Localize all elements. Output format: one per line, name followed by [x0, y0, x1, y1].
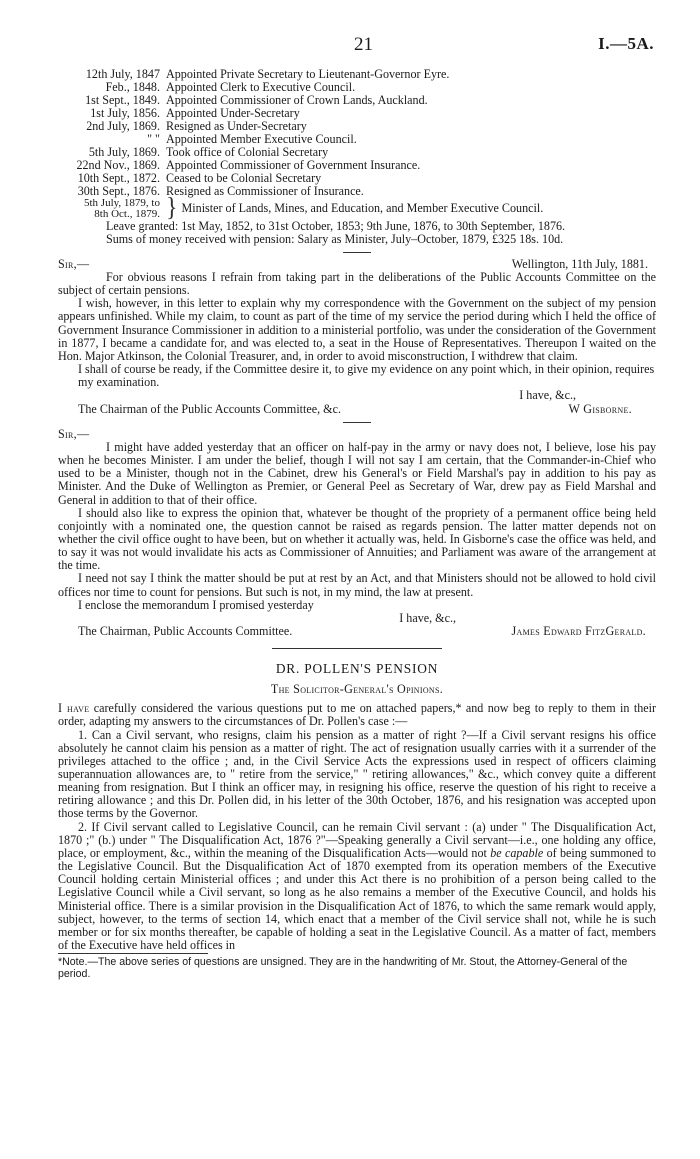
paper-reference: I.—5A. — [598, 34, 654, 53]
career-event: Resigned as Under-Secretary — [166, 118, 307, 133]
career-date-range — [58, 198, 166, 220]
career-event: Ceased to be Colonial Secretary — [166, 170, 322, 185]
career-entry — [58, 193, 656, 223]
footnote-rule — [58, 953, 208, 954]
letter1-para: I shall of course be ready, if the Committee desire it, to give my evidence on any point which, in their opinion, requires my examination. — [78, 362, 655, 390]
career-date: 1st July, 1856. — [90, 105, 160, 120]
career-event: Appointed Under-Secretary — [166, 105, 300, 120]
letter1-para: For obvious reasons I refrain from taking part in the deliberations of the Public Accounts Committee on the subject of certain pensions. — [58, 270, 656, 298]
section-subtitle: The Solicitor-General's Opinions. — [270, 682, 444, 697]
leave-granted: Leave granted: 1st May, 1852, to 31st October, 1853; 9th June, 1876, to 30th September, 1876. — [106, 218, 566, 233]
intro-lead: I have — [58, 701, 90, 716]
career-event: Appointed Member Executive Council. — [166, 131, 357, 146]
salutation: Sir,— — [58, 256, 90, 271]
career-record — [58, 67, 656, 223]
q2-text: of being summoned to the Legislative Council. But the Disqualification Act of 1870 exempted from its operation members of the Executive Council holding certain Ministerial offices ; and under this Act there is no prohibition of a person being called to the Legislative Council while a Civil servant, so long as he also remains a member of the Executive Council, and holds his Ministerial office. There is a similar provision in the Disqualification Act of 1876, to which the same remark would apply, subject, however, to the terms of section 14, which enact that a member of the Civil service shall not, while he is such member or for six months thereafter, be capable of holding a seat in the Legislative Council. As a matter of fact, members of the Executive have held offices in — [58, 845, 656, 953]
letter1-para-closing — [58, 363, 656, 389]
sums-received: Sums of money received with pension: Salary as Minister, July–October, 1879, £325 18s. 10d. — [106, 231, 564, 246]
place-date: Wellington, 11th July, 1881. — [511, 256, 648, 271]
brace-icon: } — [166, 193, 178, 223]
letter1-para: I wish, however, in this letter to explain why my correspondence with the Government on the subject of my pension appears unfinished. While my claim, to count as part of the time of my service the period during which I held the office of Government Insurance Commissioner in addition to a ministerial portfolio, was under the consideration of the Government in 1877, I became a candidate for, and was elected to, a seat in the House of Representatives. Thereupon I waited on the Hon. Major Atkinson, the Colonial Treasurer, and, in order to avoid misconstruction, I withdrew that claim. — [58, 296, 656, 363]
career-entry — [58, 68, 656, 81]
signature: James Edward FitzGerald. — [511, 624, 646, 639]
career-entry — [58, 172, 656, 185]
career-date: 12th July, 1847 — [85, 67, 160, 81]
section-intro — [58, 702, 656, 728]
career-date: Feb., 1848. — [105, 79, 160, 94]
question-2 — [58, 821, 656, 953]
letter2-para: I should also like to express the opinion that, whatever be thought of the propriety of a permanent office being held conjointly with a nominated one, the question cannot be raised as regards pension. The latter matter depends not on whether the civil office ought to have been, but on whether it actually was, held. In Gisborne's case the office was held, and to say it was not would invalidate his acts as Commissioner of Annuities; and Parliament was aware of the arrangement at the time. — [58, 505, 656, 573]
letter1-signature-row — [58, 403, 656, 416]
page-number: 21 — [354, 34, 373, 55]
career-date: 5th July, 1869. — [88, 144, 160, 159]
career-event: Minister of Lands, Mines, and Education, and Member Executive Council. — [181, 201, 544, 216]
career-entry — [58, 159, 656, 172]
divider — [343, 422, 371, 423]
career-date-to: 8th Oct., 1879. — [94, 207, 160, 220]
career-entry — [58, 107, 656, 120]
career-event: Appointed Commissioner of Crown Lands, Auckland. — [166, 92, 428, 107]
divider — [343, 252, 371, 253]
career-event: Appointed Private Secretary to Lieutenant-Governor Eyre. — [166, 67, 450, 81]
question-1: 1. Can a Civil servant, who resigns, claim his pension as a matter of right ?—If a Civil servant resigns his office absolutely he cannot claim his pension as a matter of right. The act of resignation usually carries with it a surrender of the privileges attached to the office ; and, in the Civil Service Acts the expressions used in respect of officers claiming superannuation allowances are, to " retire from the service," " retiring allowances," &c., which convey quite a different meaning from resignation. But I think an officer may, in resigning his office, reserve the question of his right to receive a retiring allowance ; and this Dr. Pollen did, in his letter of the 30th October, 1876, and his resignation was accepted upon those terms by the Governor. — [58, 727, 656, 821]
salutation: Sir,— — [58, 426, 90, 441]
career-event: Resigned as Commissioner of Insurance. — [166, 183, 364, 198]
signature: W Gisborne. — [568, 401, 632, 416]
career-date: 10th Sept., 1872. — [77, 170, 160, 185]
career-event: Appointed Commissioner of Government Insurance. — [166, 157, 421, 172]
addressee: The Chairman, Public Accounts Committee. — [78, 624, 293, 639]
career-event: Took office of Colonial Secretary — [166, 144, 329, 159]
page-header — [58, 28, 656, 68]
closing: I have, &c., — [519, 388, 576, 403]
q2-text: 2. If Civil servant called to Legislative Council, can he remain Civil servant : (a) under " The Disqualification Act, 1870 ;" (b.) under " The Disqualification Act, 1876 ?"—Speaking generally a Civil servant—i.e., one holding any office, place, or employment, &c., within the meaning of the Disqualification Acts—would not — [58, 819, 656, 860]
closing: I have, &c., — [399, 610, 456, 625]
career-event: Appointed Clerk to Executive Council. — [166, 79, 356, 94]
letter1-closing-row — [58, 389, 656, 402]
letter2-para: I need not say I think the matter should be put at rest by an Act, and that Ministers should not be allowed to hold civil offices nor time to count for pensions. But such is not, in my mind, the law at present. — [58, 571, 656, 599]
career-entry — [58, 94, 656, 107]
addressee: The Chairman of the Public Accounts Committee, &c. — [78, 401, 341, 416]
section-divider — [272, 648, 442, 649]
career-entry — [58, 133, 656, 146]
career-entry — [58, 120, 656, 133]
letter2-para: I might have added yesterday that an officer on half-pay in the army or navy does not, I believe, lose his pay when he becomes Minister. I am under the belief, though I will not say I am certain, that the Commander-in-Chief who used to be a Minister, though not in the Cabinet, drew his General's or Field Marshal's pay in addition to his pay as Minister. And the Duke of Wellington as Premier, or General Peel as Secretary of War, drew pay as Field Marshal and General in addition to that of their office. — [58, 439, 656, 507]
letter2-para: I enclose the memorandum I promised yesterday — [78, 597, 314, 612]
career-entry — [58, 81, 656, 94]
career-date: 30th Sept., 1876. — [77, 183, 160, 198]
letter2-heading — [58, 428, 656, 441]
intro-text: carefully considered the various questions put to me on attached papers,* and now beg to reply to them in their order, adapting my answers to the circumstances of Dr. Pollen's case :— — [58, 701, 656, 729]
career-date-from: 5th July, 1879, to — [84, 196, 160, 209]
career-date: 2nd July, 1869. — [86, 118, 160, 133]
footnote: *Note.—The above series of questions are unsigned. They are in the handwriting of Mr. Stout, the Attorney-General of the period. — [58, 956, 628, 981]
career-entry — [58, 146, 656, 159]
letter2-signature-row — [58, 625, 656, 638]
q2-emphasis: be capable — [490, 845, 544, 860]
section-title: DR. POLLEN'S PENSION — [275, 661, 439, 677]
career-date: 22nd Nov., 1869. — [76, 157, 160, 172]
career-date-ditto: " " — [147, 131, 160, 146]
career-date: 1st Sept., 1849. — [85, 92, 160, 107]
